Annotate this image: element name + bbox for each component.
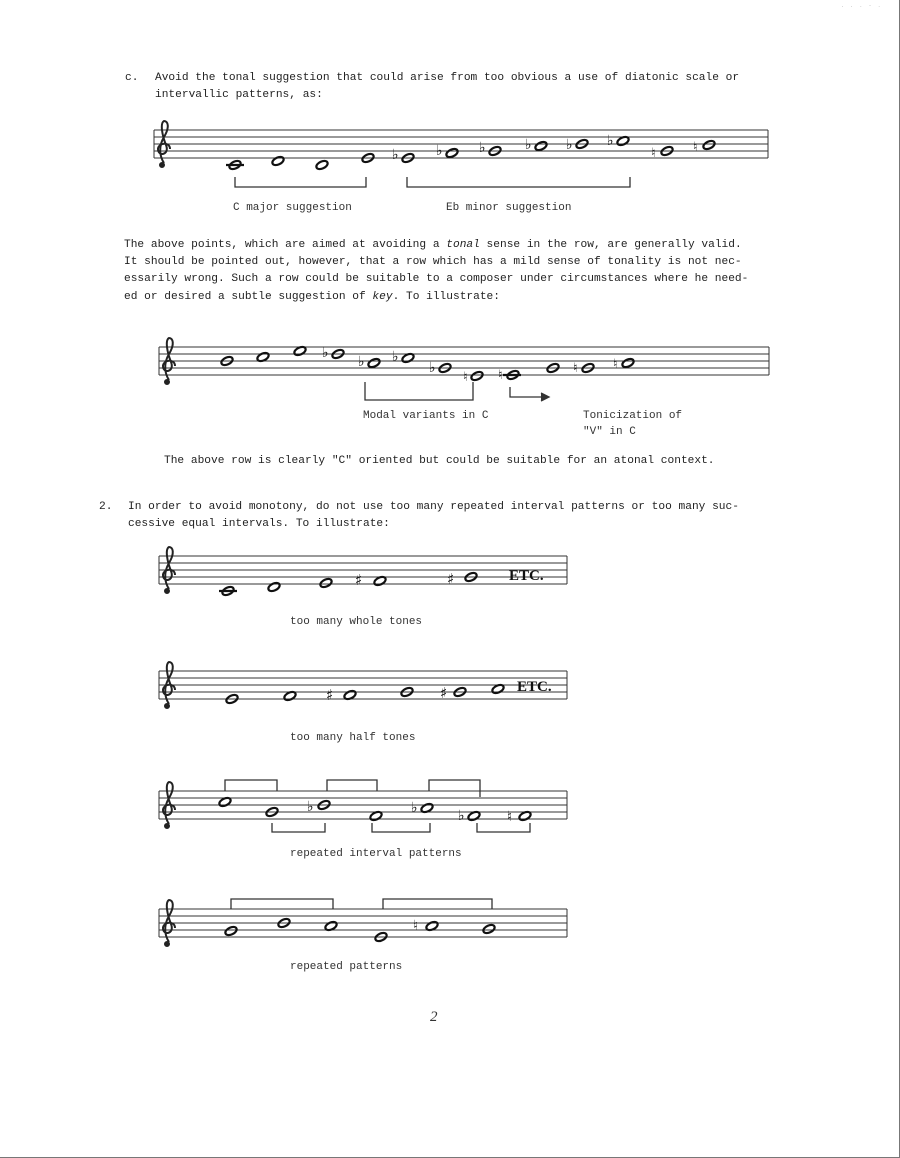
svg-text:♮: ♮	[413, 918, 419, 934]
corner-mark: . . . - .	[840, 2, 882, 9]
example-2-caption: The above row is clearly "C" oriented but could be suitable for an atonal context.	[164, 455, 715, 467]
svg-text:♭: ♭	[429, 360, 436, 376]
svg-text:♯: ♯	[355, 571, 363, 589]
paragraph-line-1: The above points, which are aimed at avoiding a tonal sense in the row, are generally valid.	[124, 239, 742, 251]
svg-text:♭: ♭	[307, 799, 314, 815]
paragraph-line-3: essarily wrong. Such a row could be suitable to a composer under circumstances where he need-	[124, 273, 749, 285]
svg-text:♮: ♮	[613, 357, 618, 372]
item-2-line-1: In order to avoid monotony, do not use too many repeated interval patterns or too many suc-	[128, 501, 739, 513]
svg-text:♯: ♯	[440, 684, 448, 702]
label-tonicization-line-2: "V" in C	[583, 426, 636, 438]
svg-text:♭: ♭	[607, 133, 614, 149]
page-number: 2	[430, 1009, 438, 1025]
svg-text:♮: ♮	[498, 368, 503, 383]
caption-half-tones: too many half tones	[290, 732, 416, 744]
music-staff-repeated-patterns	[155, 893, 575, 958]
caption-repeated-interval-patterns: repeated interval patterns	[290, 848, 462, 860]
label-eb-minor-suggestion: Eb minor suggestion	[446, 202, 572, 214]
music-staff-example-2	[155, 332, 775, 412]
svg-text:♯: ♯	[447, 570, 455, 588]
label-tonicization-line-1: Tonicization of	[583, 410, 683, 422]
caption-whole-tones: too many whole tones	[290, 616, 423, 628]
svg-text:♭: ♭	[322, 345, 329, 361]
item-2-line-2: cessive equal intervals. To illustrate:	[128, 518, 390, 530]
label-modal-variants: Modal variants in C	[363, 410, 489, 422]
music-staff-whole-tones	[155, 543, 575, 603]
music-staff-repeated-interval-patterns	[155, 775, 575, 845]
caption-repeated-patterns: repeated patterns	[290, 961, 403, 973]
svg-text:♮: ♮	[463, 370, 468, 385]
item-c-marker: c.	[125, 72, 139, 84]
item-c-line-2: intervallic patterns, as:	[155, 89, 323, 101]
svg-text:♮: ♮	[693, 140, 698, 155]
svg-text:♯: ♯	[326, 686, 334, 704]
svg-text:♮: ♮	[507, 809, 513, 825]
svg-text:♭: ♭	[436, 143, 443, 159]
etc-mark: ETC.	[509, 568, 544, 584]
svg-text:♮: ♮	[651, 146, 656, 161]
etc-mark: ETC.	[517, 679, 552, 695]
label-c-major-suggestion: C major suggestion	[233, 202, 352, 214]
svg-text:♭: ♭	[566, 137, 573, 153]
svg-text:♮: ♮	[573, 361, 578, 376]
item-2-marker: 2.	[99, 501, 113, 513]
svg-text:♭: ♭	[411, 800, 418, 816]
svg-text:♭: ♭	[458, 808, 465, 824]
svg-text:♭: ♭	[479, 140, 486, 156]
item-c-line-1: Avoid the tonal suggestion that could arise from too obvious a use of diatonic scale or	[155, 72, 740, 84]
music-staff-example-1	[150, 115, 770, 195]
svg-text:♭: ♭	[392, 349, 399, 365]
bracket-lines	[235, 177, 630, 187]
svg-text:♭: ♭	[358, 354, 365, 370]
svg-text:♭: ♭	[392, 147, 399, 163]
paragraph-line-2: It should be pointed out, however, that a row which has a mild sense of tonality is not nec-	[124, 256, 742, 268]
paragraph-line-4: ed or desired a subtle suggestion of key. To illustrate:	[124, 291, 500, 303]
svg-text:♭: ♭	[525, 137, 532, 153]
music-staff-half-tones	[155, 658, 575, 718]
